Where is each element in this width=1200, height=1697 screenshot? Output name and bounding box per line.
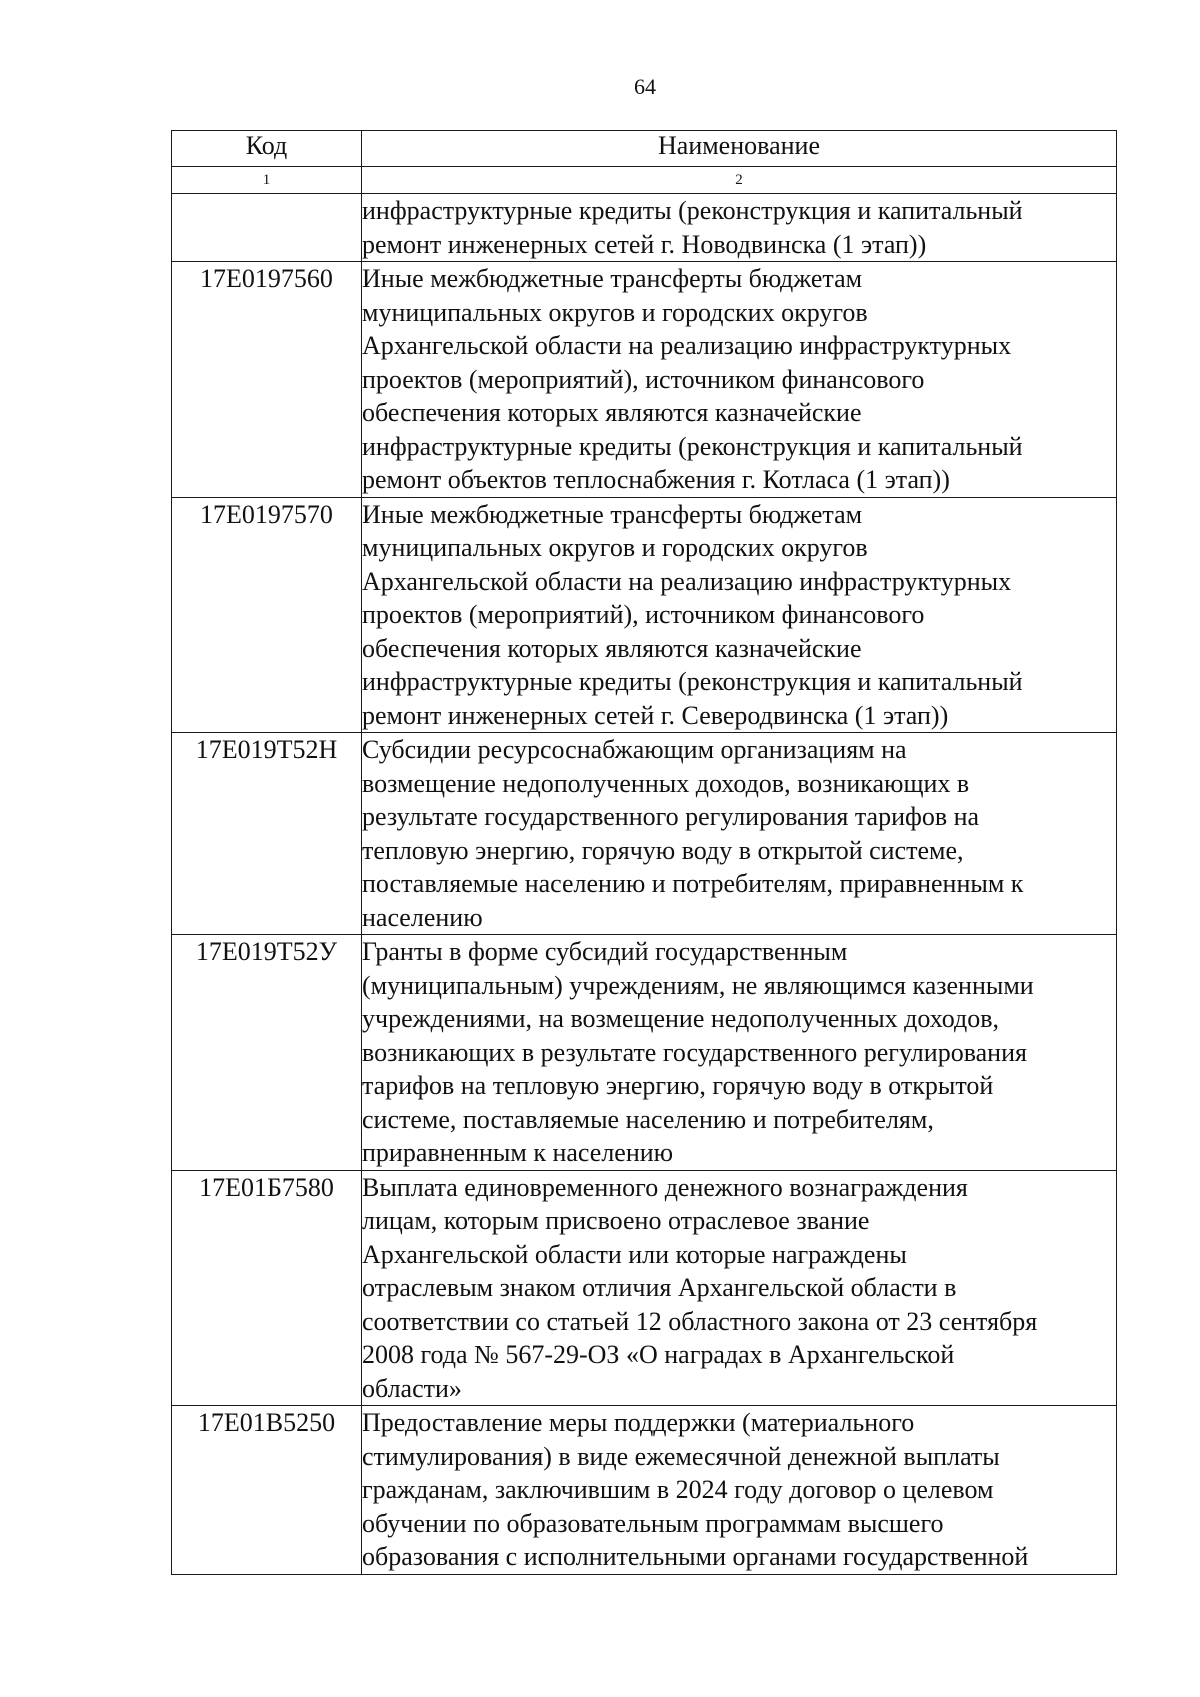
row-name-cell bbox=[362, 935, 1117, 1171]
row-name-line: лицам, которым присвоено отраслевое звание bbox=[362, 1206, 870, 1235]
row-name-line: ремонт инженерных сетей г. Новодвинска (1 этап)) bbox=[362, 229, 927, 259]
row-name-line: стимулирования) в виде ежемесячной денежной выплаты bbox=[362, 1441, 1000, 1471]
row-name-line: обучении по образовательным программам высшего bbox=[362, 1508, 944, 1538]
budget-code-table bbox=[171, 130, 1117, 1575]
column-header-code: Код bbox=[172, 131, 362, 167]
row-name-line: возмещение недополученных доходов, возникающих в bbox=[362, 768, 970, 798]
table-row bbox=[172, 935, 1117, 1171]
row-name-line: учреждениями, на возмещение недополученных доходов, bbox=[362, 1004, 1000, 1033]
row-name-cell bbox=[362, 1170, 1117, 1406]
row-name-line: проектов (мероприятий), источником финансового bbox=[362, 600, 925, 629]
table-row bbox=[172, 733, 1117, 935]
table-row bbox=[172, 1406, 1117, 1575]
row-name-line: 2008 года № 567-29-ОЗ «О наградах в Архангельской bbox=[362, 1340, 955, 1369]
row-name-line: Предоставление меры поддержки (материального bbox=[362, 1408, 915, 1437]
row-name-cell bbox=[362, 497, 1117, 733]
row-name-line: области» bbox=[362, 1373, 462, 1403]
row-name-cell bbox=[362, 1406, 1117, 1575]
row-name-cell bbox=[362, 194, 1117, 262]
row-name-line: возникающих в результате государственного регулирования bbox=[362, 1037, 1027, 1067]
row-name-cell bbox=[362, 733, 1117, 935]
row-name-line: поставляемые населению и потребителям, приравненным к bbox=[362, 869, 1024, 898]
row-name-line: системе, поставляемые населению и потребителям, bbox=[362, 1104, 934, 1134]
row-name-line: соответствии со статьей 12 областного закона от 23 сентября bbox=[362, 1306, 1038, 1336]
table-header-row bbox=[172, 131, 1117, 167]
table-row bbox=[172, 262, 1117, 498]
row-name-line: муниципальных округов и городских округов bbox=[362, 533, 868, 562]
row-name-line: муниципальных округов и городских округов bbox=[362, 297, 868, 327]
row-name-line: ремонт объектов теплоснабжения г. Котласа (1 этап)) bbox=[362, 465, 950, 494]
row-name-line: Архангельской области на реализацию инфраструктурных bbox=[362, 566, 1012, 596]
row-name-line: обеспечения которых являются казначейские bbox=[362, 398, 862, 427]
row-name-line: инфраструктурные кредиты (реконструкция и капитальный bbox=[362, 196, 1023, 225]
row-name-line: инфраструктурные кредиты (реконструкция и капитальный bbox=[362, 431, 1023, 461]
row-name-line: проектов (мероприятий), источником финансового bbox=[362, 364, 925, 394]
row-name-line: Иные межбюджетные трансферты бюджетам bbox=[362, 264, 863, 293]
row-code-cell: 17Е0197560 bbox=[172, 262, 362, 498]
table-row bbox=[172, 497, 1117, 733]
row-name-line: образования с исполнительными органами государственной bbox=[362, 1542, 1029, 1571]
row-code-cell: 17Е019Т52Н bbox=[172, 733, 362, 935]
row-name-line: приравненным к населению bbox=[362, 1138, 674, 1167]
row-name-line: Субсидии ресурсоснабжающим организациям на bbox=[362, 735, 907, 764]
row-name-cell bbox=[362, 262, 1117, 498]
row-name-line: Архангельской области на реализацию инфраструктурных bbox=[362, 331, 1012, 360]
page-number: 64 bbox=[634, 74, 656, 99]
table-row bbox=[172, 1170, 1117, 1406]
row-name-line: отраслевым знаком отличия Архангельской области в bbox=[362, 1273, 957, 1302]
row-name-line: (муниципальным) учреждениям, не являющимся казенными bbox=[362, 970, 1034, 1000]
row-code-cell: 17Е01Б7580 bbox=[172, 1170, 362, 1406]
row-code-cell: 17Е019Т52У bbox=[172, 935, 362, 1171]
row-code-cell: 17Е0197570 bbox=[172, 497, 362, 733]
column-number-1: 1 bbox=[172, 167, 362, 194]
row-name-line: тарифов на тепловую энергию, горячую воду в открытой bbox=[362, 1071, 994, 1100]
row-name-line: Иные межбюджетные трансферты бюджетам bbox=[362, 499, 863, 529]
row-name-line: Архангельской области или которые награждены bbox=[362, 1239, 907, 1269]
row-name-line: ремонт инженерных сетей г. Северодвинска (1 этап)) bbox=[362, 700, 949, 730]
row-name-line: обеспечения которых являются казначейские bbox=[362, 633, 862, 663]
table-body bbox=[172, 194, 1117, 1575]
row-name-line: гражданам, заключившим в 2024 году договор о целевом bbox=[362, 1475, 994, 1504]
column-header-name: Наименование bbox=[362, 131, 1117, 167]
row-name-line: тепловую энергию, горячую воду в открытой системе, bbox=[362, 835, 964, 865]
row-name-line: населению bbox=[362, 902, 483, 932]
row-code-cell: 17Е01В5250 bbox=[172, 1406, 362, 1575]
row-name-line: результате государственного регулирования тарифов на bbox=[362, 802, 980, 831]
row-name-line: Гранты в форме субсидий государственным bbox=[362, 937, 848, 966]
row-code-cell bbox=[172, 194, 362, 262]
column-number-row bbox=[172, 167, 1117, 194]
table-row bbox=[172, 194, 1117, 262]
column-number-2: 2 bbox=[362, 167, 1117, 194]
row-name-line: инфраструктурные кредиты (реконструкция и капитальный bbox=[362, 667, 1023, 696]
row-name-line: Выплата единовременного денежного вознаграждения bbox=[362, 1172, 968, 1202]
